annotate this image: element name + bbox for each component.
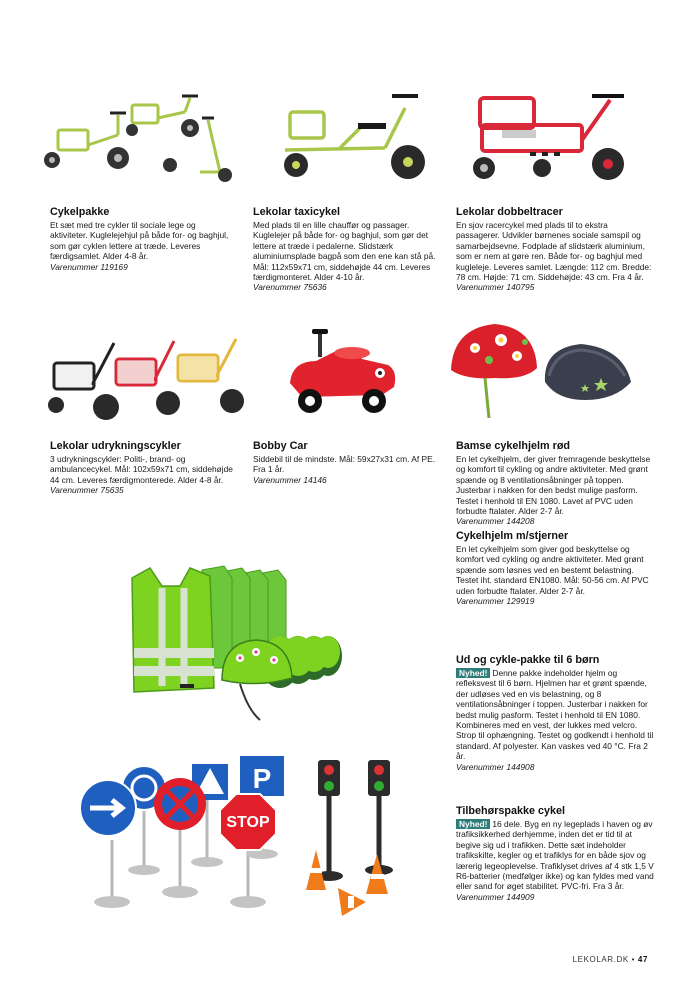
page-footer	[573, 955, 648, 964]
dobbeltracer-image	[470, 90, 630, 190]
taxicykel-image	[280, 90, 430, 190]
product-item-number: Varenummer 129919	[456, 596, 535, 607]
product-item-number: Varenummer 144208	[456, 516, 535, 527]
product-description	[456, 819, 656, 892]
page-number: 47	[637, 955, 648, 964]
description-text: 16 dele. Byg en ny legeplads i haven og øv trafiksikkerhed derhjemme, inden det er tid til at begive sig ud i trafikken. Dette sæt indeholder trafikskilte, kegler og et trafiklys for en både sjov og lærerig legeoplevelse. Trafiklyset drives af 4 stk 1,5 V R6-batterier (medfølger ikke) og kan fyldes med vand eller sand for øget stabilitet. PVC-fri. Fra 3 år.	[456, 819, 654, 892]
new-badge: Nyhed!	[456, 819, 490, 829]
product-description: Med plads til en lille chauffør og passager. Kuglelejer på både for- og baghjul, som gør det lettere at træde i pedalerne. Slidstærk aluminiumsplade bagpå som den ene kan stå på. Mål: 112x59x71 cm, siddehøjde 44 cm. Leveres færdigmonteret. Alder 4-10 år.	[253, 220, 436, 283]
product-cykelhjelm-stjerner	[456, 530, 656, 606]
cykelpakke-image	[40, 90, 240, 190]
product-description: En let cykelhjelm, der giver fremragende beskyttelse og komfort til cykling og andre aktiviteter. Med grønt spænde og 8 ventilationsåbninger på toppen. Justerbar i nakken for den bedst mulige pasform. Testet i henhold til EN 1080. Lavet af PVC uden forbudte ftalater. Alder 2-7 år.	[456, 454, 651, 517]
bobby-car-image	[282, 325, 402, 425]
product-bobby-car	[253, 440, 438, 485]
product-title: Tilbehørspakke cykel	[456, 805, 566, 817]
product-description: Et sæt med tre cykler til sociale lege og aktiviteter. Kuglelejehjul på både for- og baghjul, som gør cyklen lettere at træde. Leveres færdigsamlet. Alder 4-8 år.	[50, 220, 229, 262]
description-text: Denne pakke indeholder hjelm og refleksvest til 6 børn. Hjelmen har et grønt spænde, der udløses ved en vis belastning, og 8 ventilationsåbninger i toppen. Justerbar i nakken for bedst mulig pasform. Testet i henhold til EN 1080. Kombineres med en vest, der lukkes med velcro. Strop til ophængning. Testet og godkendt i henhold til standard. Af polyester. Kan vaskes ved 40 °C. Fra 2 år.	[456, 668, 654, 762]
product-dobbeltracer	[456, 206, 652, 293]
product-item-number: Varenummer 75636	[253, 282, 327, 293]
stop-sign-text: STOP	[226, 814, 270, 831]
product-cykelpakke	[50, 206, 230, 272]
product-udrykningscykler	[50, 440, 235, 496]
product-description: Siddebil til de mindste. Mål: 59x27x31 cm. Af PE. Fra 1 år.	[253, 454, 436, 475]
ud-og-cykle-pakke-image	[128, 560, 348, 730]
parking-sign-letter: P	[252, 763, 272, 794]
product-bamse-cykelhjelm	[456, 440, 656, 527]
product-description: 3 udrykningscykler: Politi-, brand- og ambulancecykel. Mål: 102x59x71 cm, siddehøjde 44 cm. Leveres færdigmonterede. Alder 4-8 år.	[50, 454, 233, 485]
product-tilbehoerspakke-cykel	[456, 805, 656, 902]
new-badge: Nyhed!	[456, 668, 490, 678]
udrykningscykler-image	[44, 335, 254, 425]
product-title: Bamse cykelhjelm rød	[456, 440, 571, 452]
product-taxicykel	[253, 206, 438, 293]
product-ud-og-cykle-pakke	[456, 654, 656, 772]
product-item-number: Varenummer 14146	[253, 474, 327, 485]
helmets-image	[445, 320, 635, 425]
product-title: Ud og cykle-pakke til 6 børn	[456, 654, 600, 666]
product-title: Lekolar udrykningscykler	[50, 440, 181, 452]
product-item-number: Varenummer 75635	[50, 485, 124, 496]
product-description	[456, 668, 656, 762]
traffic-signs-image	[72, 750, 402, 920]
product-description: En let cykelhjelm som giver god beskyttelse og komfort ved cykling og andre aktiviteter. Med grønt spænde som løsnes ved en bestemt belastning. Testet iht. standard EN1080. Mål: 50-56 cm. Af PVC uden forbudte ftalater. Alder 2-7 år.	[456, 544, 649, 596]
product-title: Lekolar dobbeltracer	[456, 206, 563, 218]
product-title: Cykelpakke	[50, 206, 110, 218]
product-title: Lekolar taxicykel	[253, 206, 341, 218]
product-item-number: Varenummer 144908	[456, 761, 535, 772]
product-item-number: Varenummer 144909	[456, 891, 535, 902]
footer-site: LEKOLAR.DK	[572, 955, 629, 964]
product-title: Bobby Car	[253, 440, 308, 452]
product-title: Cykelhjelm m/stjerner	[456, 530, 569, 542]
footer-separator: •	[631, 955, 636, 964]
product-item-number: Varenummer 119169	[50, 261, 128, 272]
product-item-number: Varenummer 140795	[456, 282, 535, 293]
product-description: En sjov racercykel med plads til to ekstra passagerer. Udvikler børnenes sociale samspil og samarbejdsevne. Fodplade af slidstærk aluminium, som er nem at gøre ren. Både for- og baghjul med kugleleje. Leveres samlet. Længde: 112 cm. Bredde: 78 cm. Højde: 71 cm. Siddehøjde: 43 cm. Fra 4 år.	[456, 220, 652, 283]
